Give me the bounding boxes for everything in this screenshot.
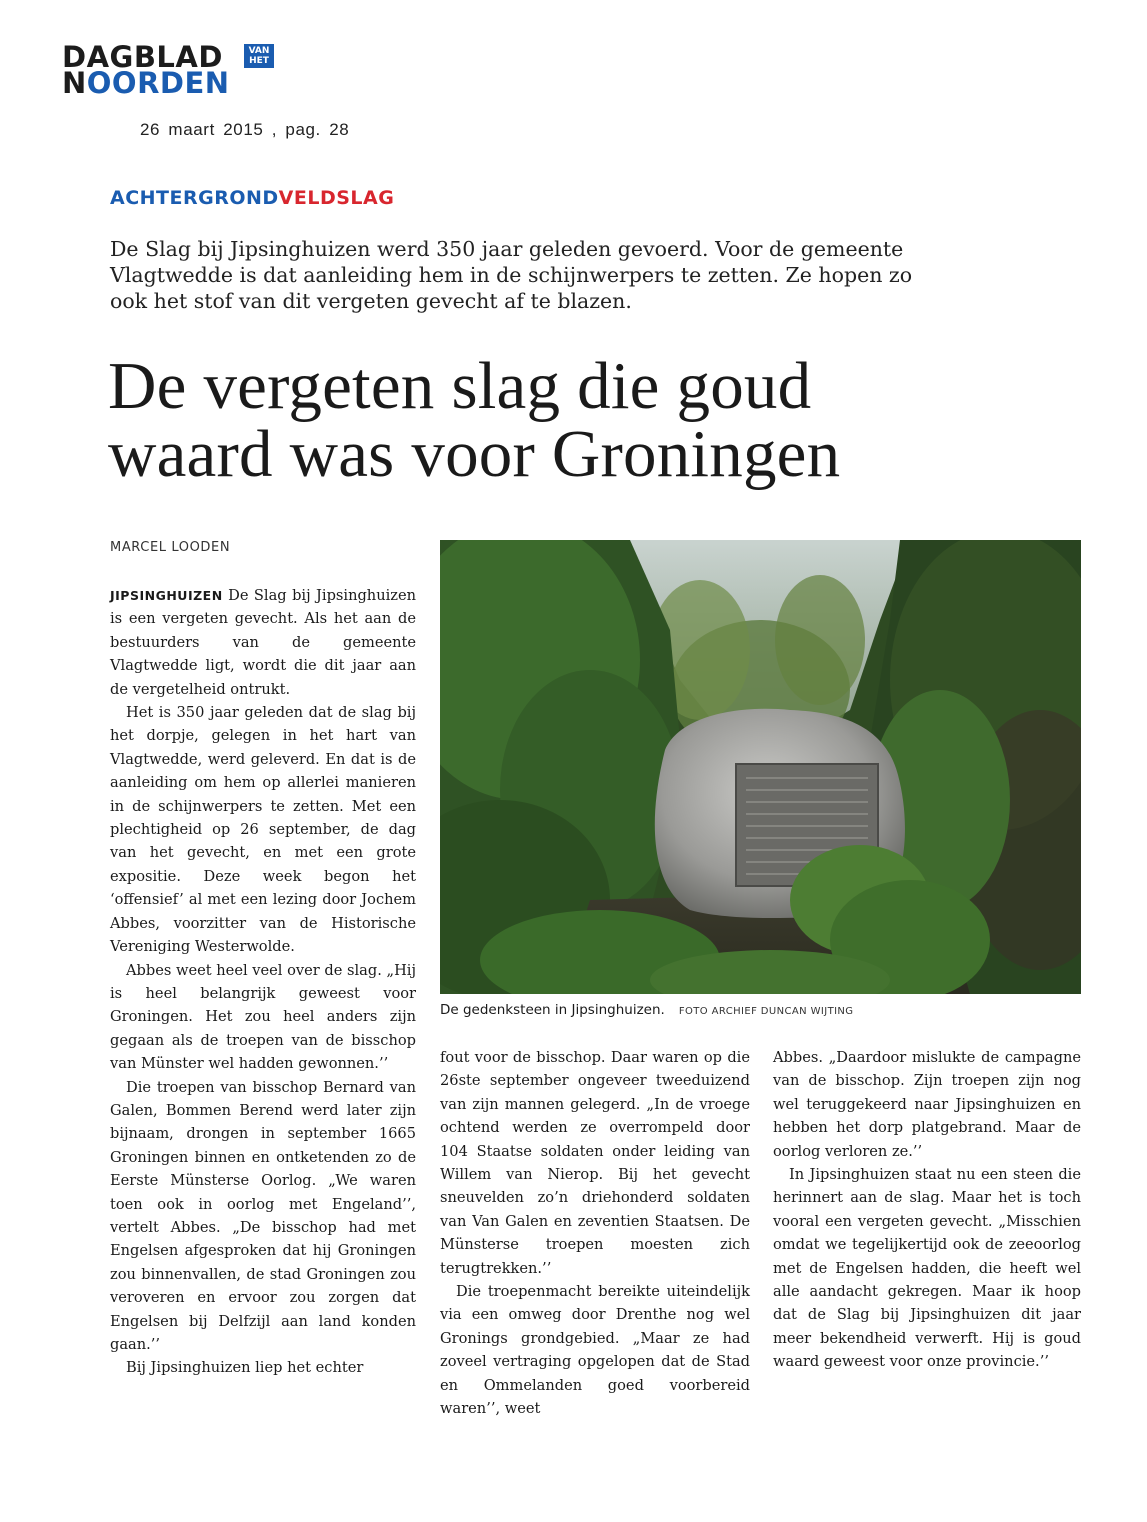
article-column-3	[773, 1046, 1081, 1374]
article-column-1	[110, 584, 416, 1380]
article-headline	[108, 349, 1068, 491]
photo-illustration	[440, 540, 1081, 994]
masthead-line2-rest: OORDEN	[86, 66, 230, 100]
masthead-badge-bottom: HET	[249, 56, 269, 66]
section-primary: ACHTERGROND	[110, 187, 279, 209]
article-dateline-word: JIPSINGHUIZEN	[110, 588, 223, 603]
article-intro: De Slag bij Jipsinghuizen werd 350 jaar geleden gevoerd. Voor de gemeente Vlagtwedde is dat aanleiding hem in de schijnwerpers te zetten. Ze hopen zo ook het stof van dit vergeten gevecht af te blazen.	[110, 237, 913, 313]
paragraph: In Jipsinghuizen staat nu een steen die herinnert aan de slag. Maar het is toch vooral een vergeten gevecht. „Misschien omdat we tegelijkertijd ook de zeeoorlog met de Engelsen hadden, die heeft wel alle aandacht gekregen. Maar ik hoop dat de Slag bij Jipsinghuizen dit jaar meer bekendheid verwerft. Hij is goud waard geweest voor onze provincie.’’	[773, 1166, 1081, 1371]
photo-credit: FOTO ARCHIEF DUNCAN WIJTING	[678, 1006, 854, 1017]
masthead-line2-first: N	[62, 66, 87, 100]
memorial-stone-photo	[440, 540, 1081, 994]
article-byline: MARCEL LOODEN	[110, 540, 231, 555]
section-label	[110, 187, 394, 209]
paragraph: Die troepenmacht bereikte uiteindelijk via een omweg door Drenthe nog wel Gronings grondgebied. „Maar ze had zoveel vertraging opgelopen dat de Stad en Ommelanden goed voorbereid waren’’, weet	[440, 1283, 750, 1418]
paragraph: fout voor de bisschop. Daar waren op die 26ste september ongeveer tweeduizend van zijn mannen gelegerd. „In de vroege ochtend werden ze overrompeld door 104 Staatse soldaten onder leiding van Willem van Nierop. Bij het gevecht sneuvelden zo’n driehonderd soldaten van Van Galen en zeventien Staatsen. De Münsterse troepen moesten zich terugtrekken.’’	[440, 1049, 750, 1277]
headline-line1: De vergeten slag die goud	[108, 349, 812, 423]
paragraph-text: De Slag bij Jipsinghuizen is een vergeten gevecht. Als het aan de bestuurders van de gemeente Vlagtwedde ligt, wordt die dit jaar aan de vergetelheid ontrukt.	[110, 587, 416, 698]
section-secondary: VELDSLAG	[278, 187, 395, 209]
publication-dateline: 26 maart 2015 , pag. 28	[140, 120, 350, 139]
paragraph: Het is 350 jaar geleden dat de slag bij het dorpje, gelegen in het hart van Vlagtwedde, werd geleverd. En dat is de aanleiding om hem op allerlei manieren in de schijnwerpers te zetten. Met een plechtigheid op 26 september, de dag van het gevecht, en met een grote expositie. Deze week begon het ‘offensief’ al met een lezing door Jochem Abbes, voorzitter van de Historische Vereniging Westerwolde.	[110, 704, 416, 956]
paragraph: Bij Jipsinghuizen liep het echter	[126, 1359, 364, 1377]
article-column-2	[440, 1046, 750, 1421]
masthead-badge-top: VAN	[248, 46, 270, 56]
paragraph: Die troepen van bisschop Bernard van Galen, Bommen Berend werd later zijn bijnaam, drongen in september 1665 Groningen binnen en ontketenden zo de Eerste Münsterse Oorlog. „We waren toen ook in oorlog met Engeland’’, vertelt Abbes. „De bisschop had met Engelsen afgesproken dat hij Groningen zou binnenvallen, de stad Groningen zou veroveren en ervoor zou zorgen dat Engelsen bij Delfzijl aan land konden gaan.’’	[110, 1078, 416, 1353]
caption-text: De gedenksteen in Jipsinghuizen.	[440, 1002, 665, 1018]
masthead-line1: DAGBLAD	[62, 40, 223, 74]
masthead-line2	[62, 66, 282, 100]
photo-caption	[440, 1002, 1080, 1018]
masthead-badge	[244, 44, 274, 68]
masthead-logo	[62, 40, 282, 104]
paragraph	[110, 584, 416, 701]
paragraph: Abbes weet heel veel over de slag. „Hij is heel belangrijk geweest voor Groningen. Het zou heel anders zijn gegaan als de troepen van de bisschop van Münster wel hadden gewonnen.’’	[110, 961, 416, 1073]
paragraph: Abbes. „Daardoor mislukte de campagne van de bisschop. Zijn troepen zijn nog wel teruggekeerd naar Jipsinghuizen en hebben het dorp platgebrand. Maar de oorlog verloren ze.’’	[773, 1049, 1081, 1160]
headline-line2: waard was voor Groningen	[108, 417, 841, 491]
